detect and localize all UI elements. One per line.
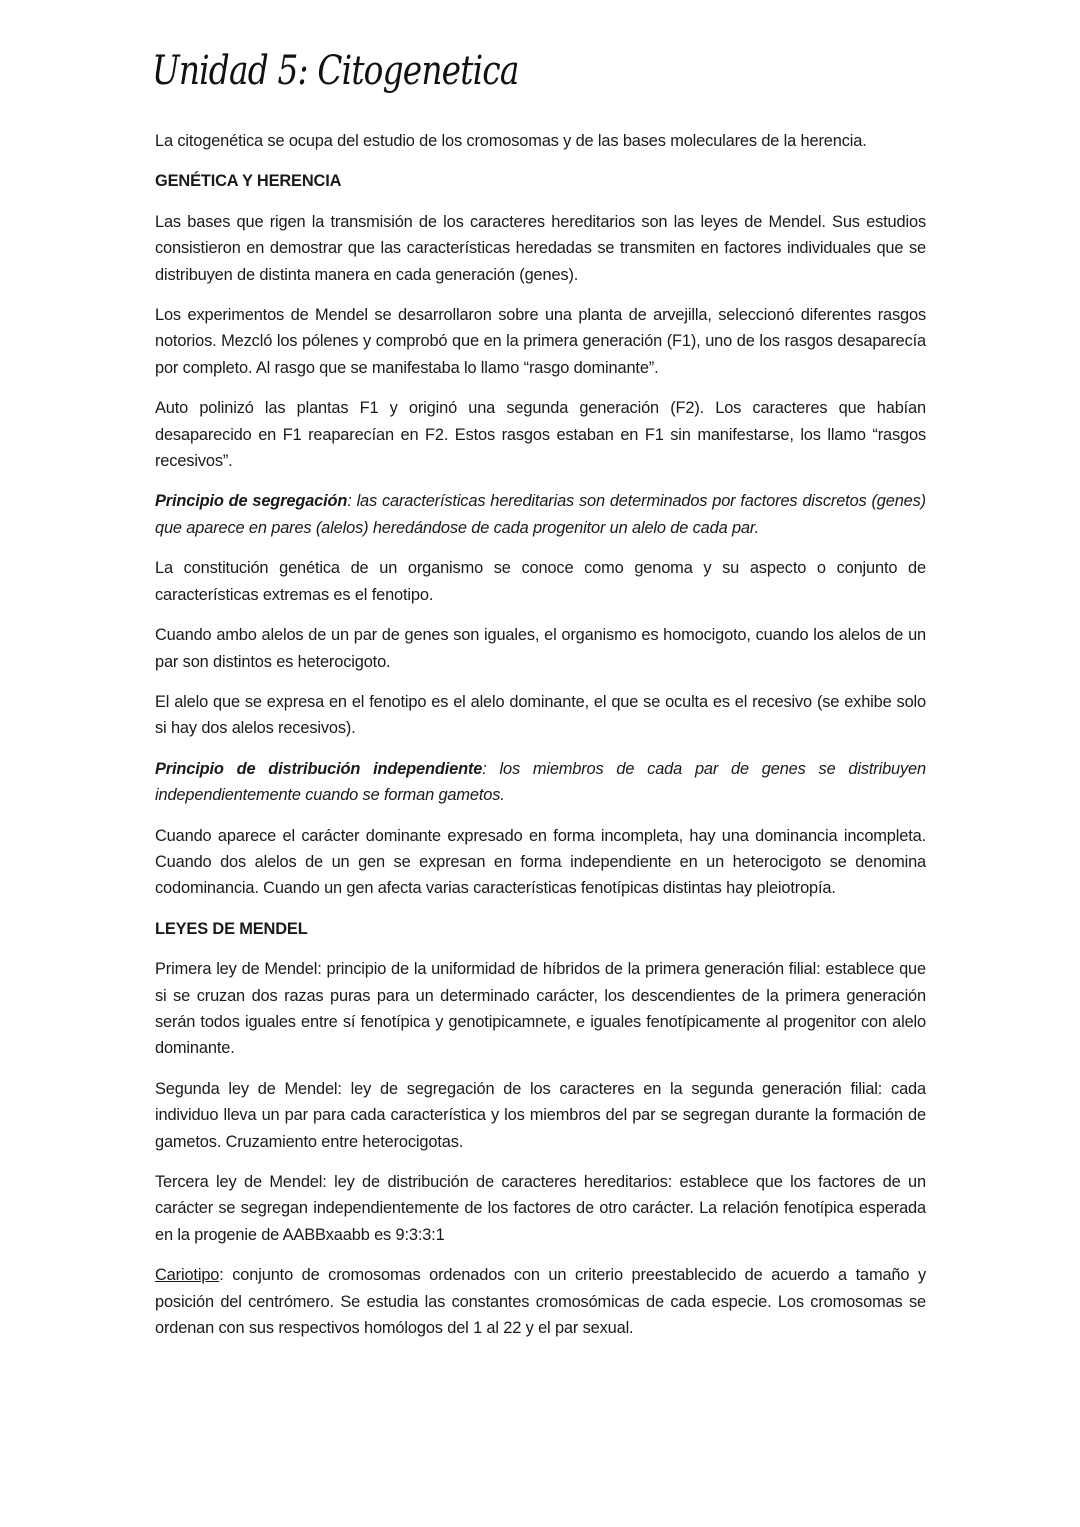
paragraph: Auto polinizó las plantas F1 y originó una segunda generación (F2). Los caracteres que habían desaparecido en F1 reaparecían en F2. Estos rasgos estaban en F1 sin manifestarse, los llamo “rasgos recesivos”.	[155, 399, 926, 471]
definition: : conjunto de cromosomas ordenados con un criterio preestablecido de acuerdo a tamaño y posición del centrómero. Se estudia las constantes cromosómicas de cada especie. Los cromosomas se ordenan con sus respectivos homólogos del 1 al 22 y el par sexual.	[155, 1266, 926, 1338]
section-heading-leyes: LEYES DE MENDEL	[155, 919, 308, 938]
document-body	[155, 128, 926, 1355]
paragraph: Primera ley de Mendel: principio de la uniformidad de híbridos de la primera generación filial: establece que si se cruzan dos razas puras para un determinado carácter, los descendientes de la primera generación serán todos iguales entre sí fenotípica y genotipicamnete, e iguales fenotípicamente al progenitor con alelo dominante.	[155, 960, 926, 1058]
paragraph: La constitución genética de un organismo se conoce como genoma y su aspecto o conjunto de características extremas es el fenotipo.	[155, 559, 926, 604]
principle-segregation	[155, 488, 926, 541]
paragraph: Cuando ambo alelos de un par de genes son iguales, el organismo es homocigoto, cuando los alelos de un par son distintos es heterocigoto.	[155, 626, 926, 671]
definition: : las características hereditarias son determinados por factores discretos (genes) que aparece en pares (alelos) heredándose de cada progenitor un alelo de cada par.	[155, 492, 926, 537]
paragraph: Cuando aparece el carácter dominante expresado en forma incompleta, hay una dominancia incompleta. Cuando dos alelos de un gen se expresan en forma independiente en un heterocigoto se denomina codominancia. Cuando un gen afecta varias características fenotípicas distintas hay pleiotropía.	[155, 826, 926, 898]
term: Principio de distribución independiente	[155, 759, 483, 778]
term: Cariotipo	[155, 1266, 220, 1285]
page-title: Unidad 5: Citogenetica	[152, 48, 519, 94]
principle-independent-distribution	[155, 756, 926, 809]
paragraph: Las bases que rigen la transmisión de los caracteres hereditarios son las leyes de Mendel. Sus estudios consistieron en demostrar que las características heredadas se transmiten en factores individuales que se distribuyen de distinta manera en cada generación (genes).	[155, 212, 926, 284]
paragraph: Segunda ley de Mendel: ley de segregación de los caracteres en la segunda generación filial: cada individuo lleva un par para cada característica y los miembros del par se segregan durante la formación de gametos. Cruzamiento entre heterocigotas.	[155, 1079, 926, 1151]
paragraph: Los experimentos de Mendel se desarrollaron sobre una planta de arvejilla, seleccionó diferentes rasgos notorios. Mezcló los pólenes y comprobó que en la primera generación (F1), uno de los rasgos desaparecía por completo. Al rasgo que se manifestaba lo llamo “rasgo dominante”.	[155, 306, 926, 377]
paragraph: Tercera ley de Mendel: ley de distribución de caracteres hereditarios: establece que los factores de un carácter se segregan independientemente de los factores de otro carácter. La relación fenotípica esperada en la progenie de AABBxaabb es 9:3:3:1	[155, 1173, 926, 1244]
cariotipo-paragraph	[155, 1262, 926, 1341]
paragraph: El alelo que se expresa en el fenotipo es el alelo dominante, el que se oculta es el recesivo (se exhibe solo si hay dos alelos recesivos).	[155, 692, 926, 738]
definition: : los miembros de cada par de genes se distribuyen independientemente cuando se forman gametos.	[155, 759, 926, 805]
section-heading-genetica: GENÉTICA Y HERENCIA	[155, 172, 342, 191]
intro-paragraph: La citogenética se ocupa del estudio de los cromosomas y de las bases moleculares de la herencia.	[155, 132, 867, 150]
term: Principio de segregación	[155, 492, 348, 511]
